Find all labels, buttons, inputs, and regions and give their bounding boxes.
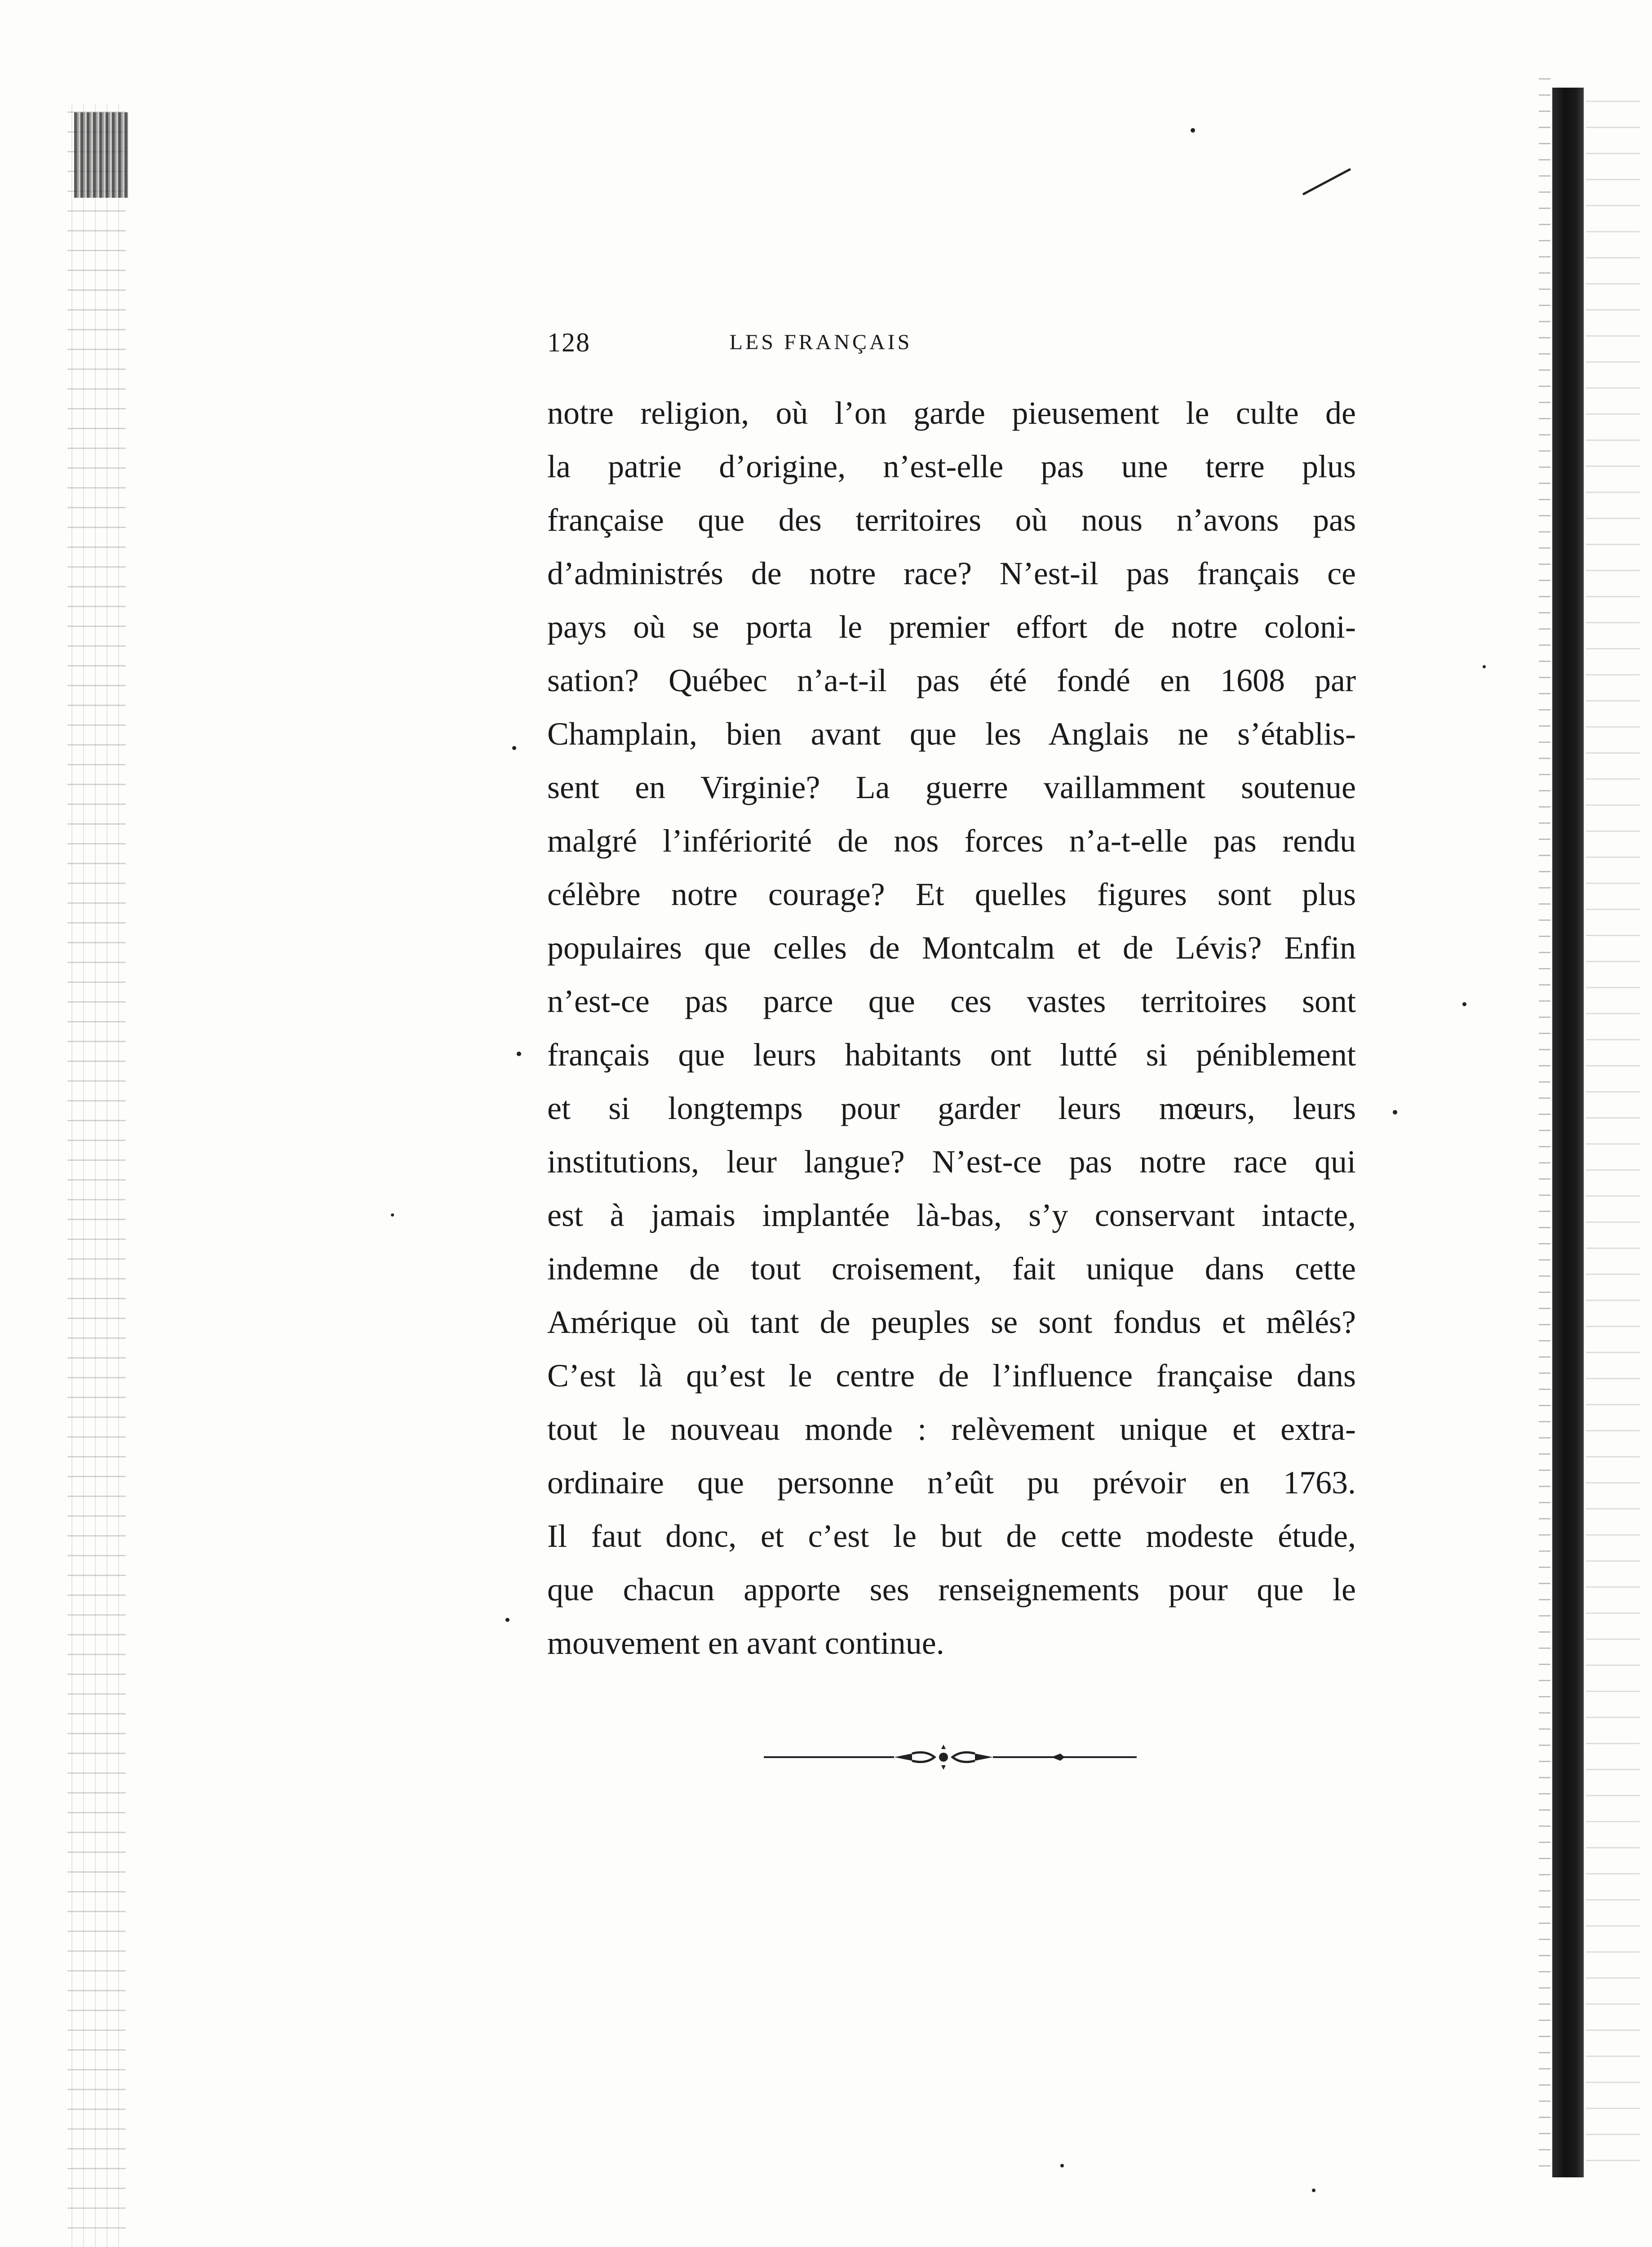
- text-line: française que des territoires où nous n’avons pas: [547, 502, 1356, 538]
- left-edge-dark-block: [74, 112, 128, 198]
- text-line: sent en Virginie? La guerre vaillamment soutenue: [547, 769, 1356, 805]
- text-line: C’est là qu’est le centre de l’influence française dans: [547, 1358, 1356, 1394]
- running-head: [547, 327, 1054, 368]
- text-line: indemne de tout croisement, fait unique dans cette: [547, 1251, 1356, 1287]
- left-page-edge: [67, 103, 126, 2247]
- text-line: tout le nouveau monde : relèvement unique et extra-: [547, 1411, 1356, 1447]
- text-line: notre religion, où l’on garde pieusement le culte de: [547, 395, 1356, 431]
- text-line: et si longtemps pour garder leurs mœurs, leurs: [547, 1090, 1356, 1126]
- right-page-edge: [1586, 90, 1640, 2166]
- page-number: 128: [547, 328, 590, 357]
- text-line: malgré l’infériorité de nos forces n’a-t-elle pas rendu: [547, 823, 1356, 859]
- text-line: n’est-ce pas parce que ces vastes territoires sont: [547, 983, 1356, 1019]
- text-line: que chacun apporte ses renseignements pour que le: [547, 1572, 1356, 1608]
- text-line: Il faut donc, et c’est le but de cette modeste étude,: [547, 1518, 1356, 1554]
- speck: [1393, 1110, 1397, 1115]
- speck: [512, 746, 516, 750]
- text-line: célèbre notre courage? Et quelles figures sont plus: [547, 876, 1356, 912]
- text-line: est à jamais implantée là-bas, s’y conservant intacte,: [547, 1197, 1356, 1233]
- speck: [1060, 2164, 1064, 2167]
- text-line: populaires que celles de Montcalm et de Lévis? Enfin: [547, 930, 1356, 966]
- speck: [505, 1618, 509, 1622]
- speck: [391, 1213, 394, 1217]
- text-line: français que leurs habitants ont lutté si péniblement: [547, 1037, 1356, 1073]
- text-line: ordinaire que personne n’eût pu prévoir en 1763.: [547, 1465, 1356, 1501]
- body-text: [547, 386, 1356, 1670]
- speck: [1483, 665, 1486, 668]
- text-line: la patrie d’origine, n’est-elle pas une terre plus: [547, 449, 1356, 484]
- running-title: LES FRANÇAIS: [729, 330, 912, 354]
- speck: [1312, 2189, 1315, 2192]
- speck: [1462, 1002, 1466, 1006]
- text-line: mouvement en avant continue.: [547, 1625, 944, 1661]
- text-line: Champlain, bien avant que les Anglais ne s’établis-: [547, 716, 1356, 752]
- text-line: Amérique où tant de peuples se sont fondus et mêlés?: [547, 1304, 1356, 1340]
- text-line: d’administrés de notre race? N’est-il pas français ce: [547, 555, 1356, 591]
- text-line: institutions, leur langue? N’est-ce pas notre race qui: [547, 1144, 1356, 1180]
- speck: [1191, 128, 1195, 133]
- text-line: sation? Québec n’a-t-il pas été fondé en 1608 par: [547, 662, 1356, 698]
- right-binding-shadow: [1552, 88, 1584, 2177]
- speck: [517, 1052, 521, 1056]
- tailpiece-ornament-icon: [764, 1744, 1137, 1771]
- stray-pen-mark: [1302, 168, 1351, 195]
- text-line: pays où se porta le premier effort de notre coloni-: [547, 609, 1356, 645]
- right-edge-fringe: [1539, 72, 1550, 2175]
